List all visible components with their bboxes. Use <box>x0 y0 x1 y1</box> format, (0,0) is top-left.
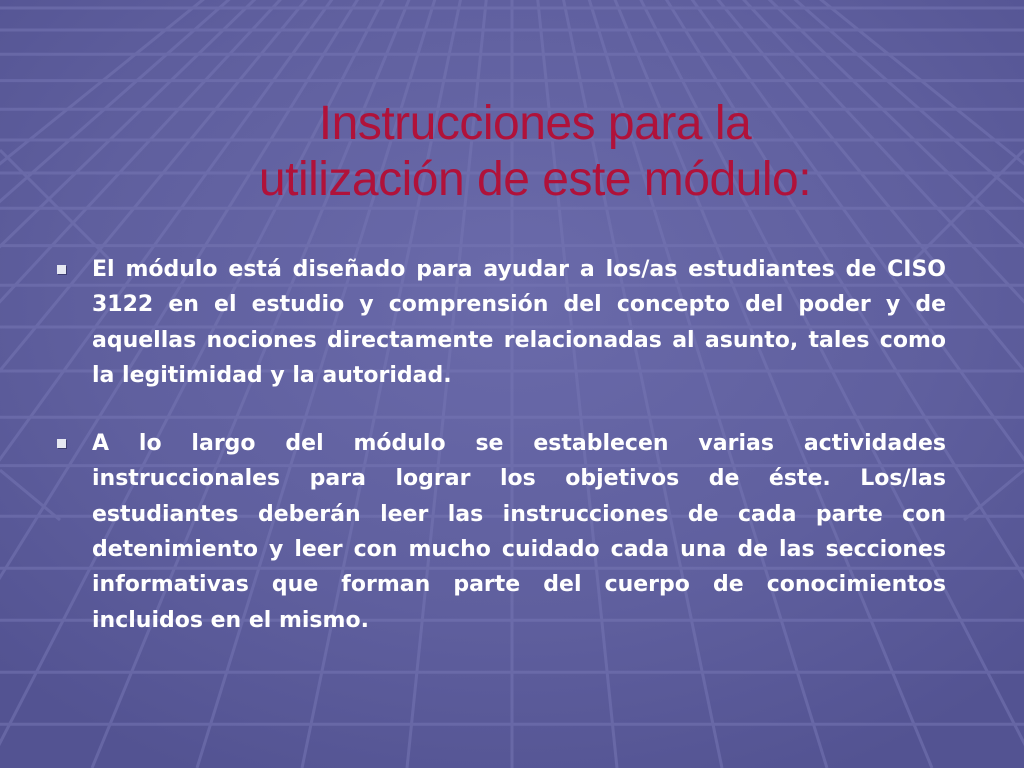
bullet-text-1: El módulo está diseñado para ayudar a los/as estudiantes de CISO 3122 en el estudio y comprensión del concepto del poder y de aquellas nociones directamente relacionadas al asunto, tales como la legitimidad y la autoridad. <box>92 257 946 388</box>
bullet-item-2 <box>56 426 946 638</box>
square-bullet-icon <box>57 439 66 448</box>
bullet-item-1 <box>56 252 946 393</box>
title-line-2: utilización de este módulo: <box>258 153 812 206</box>
slide-title <box>120 96 950 208</box>
bullet-text-2: A lo largo del módulo se establecen varias actividades instruccionales para lograr los objetivos de éste. Los/las estudiantes deberán leer las instrucciones de cada parte con detenimiento y leer con mucho cuidado cada una de las secciones informativas que forman parte del cuerpo de conocimientos incluidos en el mismo. <box>92 431 946 633</box>
title-line-1: Instrucciones para la <box>318 97 752 150</box>
square-bullet-icon <box>57 265 66 274</box>
bullet-list <box>56 252 946 638</box>
